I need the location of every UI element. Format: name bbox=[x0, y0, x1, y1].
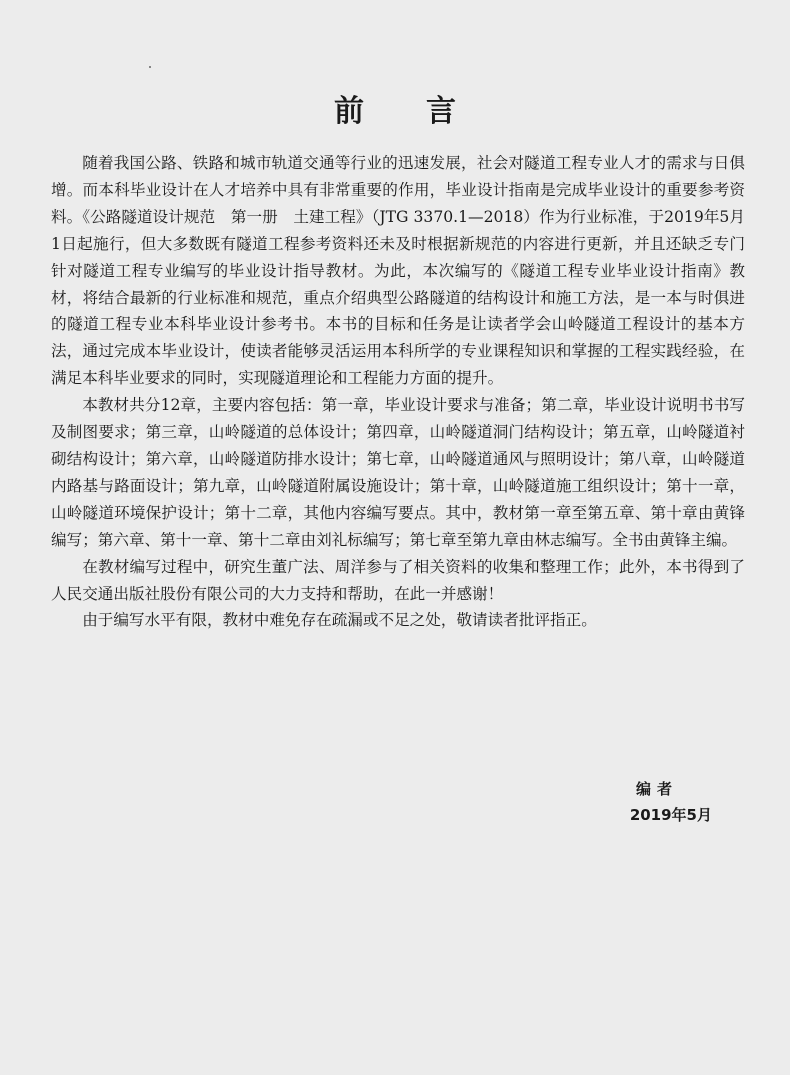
page-title bbox=[0, 86, 790, 130]
title-char-1: 前 bbox=[334, 94, 364, 129]
signature-date: 2019年5月 bbox=[629, 806, 712, 824]
paragraph-contents: 本教材共分12章，主要内容包括：第一章，毕业设计要求与准备；第二章，毕业设计说明书书写及制图要求；第三章，山岭隧道的总体设计；第四章，山岭隧道洞门结构设计；第五章，山岭隧道衬砌结构设计；第六章，山岭隧道防排水设计；第七章，山岭隧道通风与照明设计；第八章，山岭隧道内路基与路面设计；第九章，山岭隧道附属设施设计；第十章，山岭隧道施工组织设计；第十一章，山岭隧道环境保护设计；第十二章，其他内容编写要点。其中，教材第一章至第五章、第十章由黄锋编写；第六章、第十一章、第十二章由刘礼标编写；第七章至第九章由林志编写。全书由黄锋主编。 bbox=[51, 396, 745, 549]
title-char-2: 言 bbox=[426, 94, 456, 129]
signature-author: 编者 bbox=[635, 780, 678, 798]
paragraph-intro: 随着我国公路、铁路和城市轨道交通等行业的迅速发展，社会对隧道工程专业人才的需求与日俱增。而本科毕业设计在人才培养中具有非常重要的作用，毕业设计指南是完成毕业设计的重要参考资料。《公路隧道设计规范 第一册 土建工程》（JTG 3370.1—2018）作为行业标准，于2019年5月1日起施行，但大多数既有隧道工程参考资料还未及时根据新规范的内容进行更新，并且还缺乏专门针对隧道工程专业编写的毕业设计指导教材。为此，本次编写的《隧道工程专业毕业设计指南》教材，将结合最新的行业标准和规范，重点介绍典型公路隧道的结构设计和施工方法，是一本与时俱进的隧道工程专业本科毕业设计参考书。本书的目标和任务是让读者学会山岭隧道工程设计的基本方法，通过完成本毕业设计，使读者能够灵活运用本科所学的专业课程知识和掌握的工程实践经验，在满足本科毕业要求的同时，实现隧道理论和工程能力方面的提升。 bbox=[51, 154, 745, 388]
paragraph-disclaimer: 由于编写水平有限，教材中难免存在疏漏或不足之处，敬请读者批评指正。 bbox=[82, 611, 597, 630]
paragraph-acknowledgement: 在教材编写过程中，研究生董广法、周洋参与了相关资料的收集和整理工作；此外，本书得到了人民交通出版社股份有限公司的大力支持和帮助，在此一并感谢！ bbox=[51, 557, 745, 603]
signature-block bbox=[630, 776, 712, 828]
preface-body bbox=[51, 150, 745, 634]
scan-speck bbox=[149, 66, 151, 68]
